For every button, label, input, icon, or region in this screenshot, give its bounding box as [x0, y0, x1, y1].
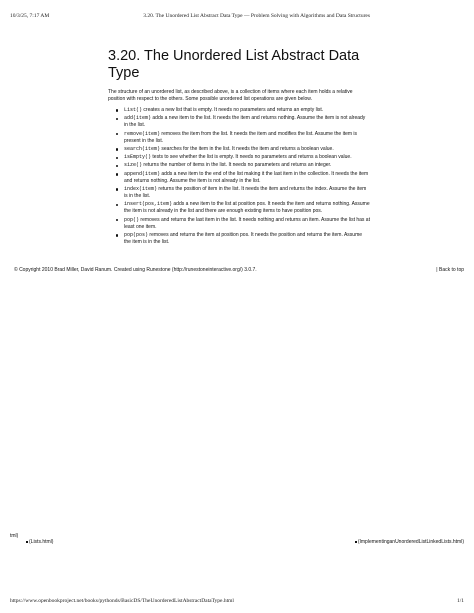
list-item	[124, 154, 370, 161]
list-item	[124, 232, 370, 246]
bullet-icon	[355, 541, 357, 543]
operation-code: isEmpty()	[124, 154, 152, 161]
operation-code: search(item)	[124, 145, 161, 152]
operation-description: removes the item from the list. It needs the item and modifies the list. Assume the item is present in the list.	[124, 130, 358, 144]
operation-description: tests to see whether the list is empty. It needs no parameters and returns a boolean value.	[152, 154, 352, 161]
operation-description: creates a new list that is empty. It needs no parameters and returns an empty list.	[143, 107, 324, 113]
prev-link-fragment: tml)	[10, 533, 19, 539]
list-item	[124, 131, 370, 145]
operation-code: insert(pos,item)	[124, 201, 173, 208]
list-item	[124, 201, 370, 215]
page-title: 3.20. The Unordered List Abstract Data Type	[108, 48, 360, 81]
list-item	[124, 107, 370, 114]
site-footer	[14, 267, 464, 273]
print-datetime: 10/3/25, 7:17 AM	[10, 13, 50, 19]
list-item	[124, 171, 370, 185]
back-to-top-link[interactable]: | Back to top	[436, 267, 464, 273]
operation-code: append(item)	[124, 170, 161, 177]
prev-page-link[interactable]	[26, 539, 53, 545]
article	[108, 48, 370, 247]
next-page-link[interactable]	[355, 539, 464, 545]
operation-description: adds a new item to the list at position pos. It needs the item and returns nothing. Assume the item is not already in the list and there are enough existing items to have position pos.	[124, 201, 370, 215]
print-doc-title: 3.20. The Unordered List Abstract Data Type — Problem Solving with Algorithms and Data Structures	[143, 13, 370, 19]
operation-description: adds a new item to the end of the list making it the last item in the collection. It needs the item and returns nothing. Assume the item is not already in the list.	[124, 170, 369, 184]
copyright-text: © Copyright 2010 Brad Miller, David Ranum. Created using Runestone (http://runestoneinteractive.org/) 3.0.7.	[14, 267, 257, 273]
page-number: 1/1	[456, 598, 464, 604]
operation-description: adds a new item to the list. It needs the item and returns nothing. Assume the item is not already in the list.	[124, 115, 366, 129]
list-item	[124, 162, 370, 169]
operation-code: pop()	[124, 216, 140, 223]
operation-description: returns the position of item in the list. It needs the item and returns the index. Assume the item is in the list.	[124, 186, 367, 200]
bullet-icon	[26, 541, 28, 543]
next-page-label: (ImplementinganUnorderedListLinkedLists.html)	[357, 539, 464, 545]
list-item	[124, 217, 370, 231]
operation-description: removes and returns the last item in the list. It needs nothing and returns an item. Assume the list has at least one item.	[124, 216, 370, 230]
operation-code: pop(pos)	[124, 231, 149, 238]
list-item	[124, 146, 370, 153]
operation-description: searches for the item in the list. It needs the item and returns a boolean value.	[161, 145, 334, 152]
operation-code: add(item)	[124, 115, 152, 122]
prev-nav	[10, 533, 54, 545]
print-header	[10, 13, 464, 19]
operation-description: returns the number of items in the list. It needs no parameters and returns an integer.	[143, 162, 332, 169]
operation-description: removes and returns the item at position pos. It needs the position and returns the item. Assume the item is in the list.	[124, 231, 363, 245]
operation-code: index(item)	[124, 186, 158, 193]
print-url: https://www.openbookproject.net/books/pythonds/BasicDS/TheUnorderedListAbstractDataType.html	[10, 598, 234, 604]
list-item	[124, 186, 370, 200]
operation-code: size()	[124, 162, 143, 169]
operation-code: remove(item)	[124, 130, 161, 137]
print-footer	[10, 598, 464, 604]
list-item	[124, 115, 370, 129]
operations-list	[108, 107, 370, 246]
intro-paragraph: The structure of an unordered list, as described above, is a collection of items where each item holds a relative position with respect to the others. Some possible unordered list operations are given below.	[108, 89, 353, 102]
operation-code: List()	[124, 107, 143, 113]
prev-page-label: (Lists.html)	[29, 539, 54, 545]
